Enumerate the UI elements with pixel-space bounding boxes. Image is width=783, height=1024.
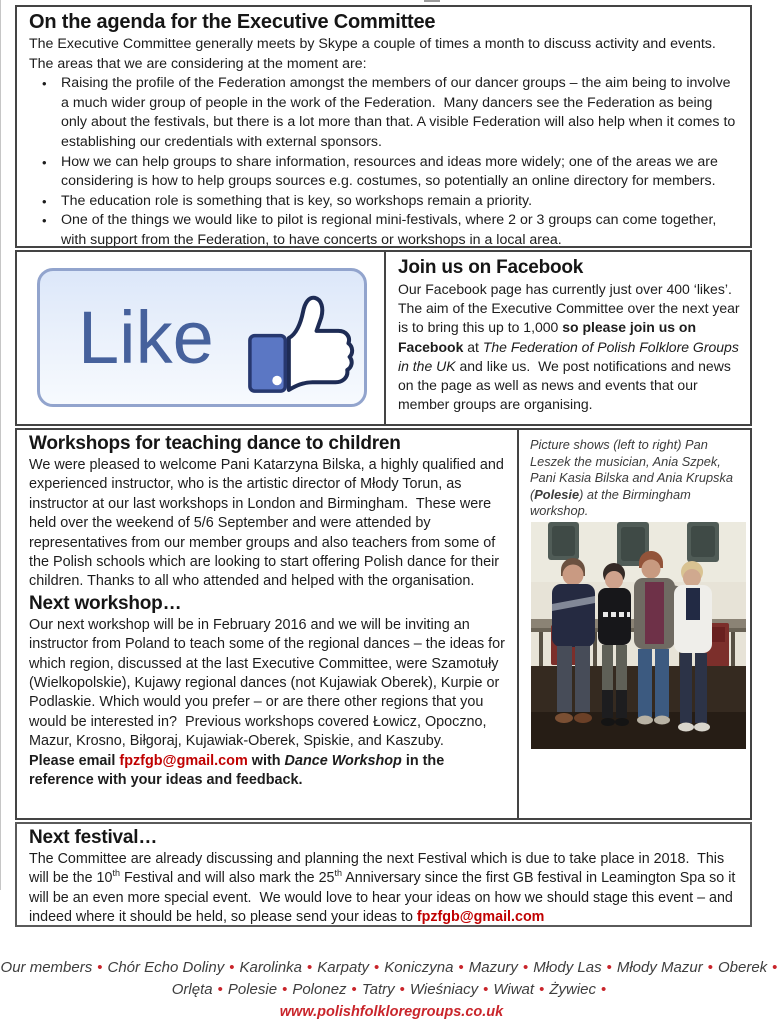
text-run-bold: so please join us on Facebook [398,319,700,355]
text-run: at [463,338,483,355]
member-group-name: Orlęta [171,981,213,998]
footer-members-line2 [0,979,783,1001]
agenda-title: On the agenda for the Executive Committee [29,11,436,33]
member-group-name: Our members [0,959,93,976]
bullet-separator: • [539,981,545,998]
workshops-title: Workshops for teaching dance to children [29,433,401,454]
thumbs-up-icon [244,279,362,397]
member-group-name: Wieśniacy [409,981,479,998]
text-run-italic: Picture shows (left to right) Pan Leszek the musician, Ania Szpek, Pani Kasia Bilska and Ania Krupska ( [530,437,737,502]
dance-workshop-ref: Dance Workshop [284,752,402,769]
workshops-body: We were pleased to welcome Pani Katarzyna Bilska, a highly qualified and experienced instructor, who is the artistic director of Młody Torun, as instructor at our last workshops in London and Birmingham. These were held over the weekend of 5/6 September and were attended by representatives from our member groups and also teachers from some of the Polish schools which are looking to start offering Polish dance for their children. Thanks to all who attended and helped with the organisation. [29,457,508,590]
bullet-separator: • [707,959,713,976]
bullet-separator: • [217,981,223,998]
workshop-photo [531,522,746,749]
text-run: The Committee are already discussing and planning the next Festival which is due to take place in 2018. This will be the 10 [29,851,729,887]
member-group-name: Koniczyna [384,959,454,976]
member-group-name: Mazury [468,959,518,976]
bullet-separator: • [307,959,313,976]
bullet-separator: • [399,981,405,998]
bullet-separator: • [772,959,778,976]
facebook-row [15,250,752,426]
email-link[interactable]: fpzfgb@gmail.com [416,909,545,926]
bullet-separator: • [606,959,612,976]
text-run: Our Facebook page has currently just over 400 ‘likes’. The aim of the Executive Committee over the next year is to bring this up to 1,000 [398,281,744,336]
facebook-like-image [37,268,367,407]
agenda-bullet: • The education role is something that is key, so workshops remain a priority. [59,192,738,212]
footer [0,957,783,1023]
website-link[interactable]: www.polishfolkloregroups.co.uk [279,1004,504,1020]
workshops-cell [17,430,517,818]
text-run-bold: in the reference with your ideas and feedback. [29,752,449,789]
member-group-name: Karpaty [317,959,369,976]
join-facebook-title: Join us on Facebook [398,257,584,278]
text-run-bold: with [247,752,285,769]
agenda-bullet: • How we can help groups to share information, resources and ideas more widely; one of the areas we are considering is how to help groups sources e.g. costumes, so potentially an online directory for members. [59,153,738,192]
scan-edge-line [0,0,1,890]
member-group-name: Młody Las [533,959,602,976]
bullet-separator: • [458,959,464,976]
text-run: Anniversary since the first GB festival in Leamington Spa so it will be an even more special event. We would love to hear your ideas on how we should stage this event – and indeed where it should be held, so please send your ideas to [29,870,740,926]
bullet-separator: • [483,981,489,998]
workshops-row [15,428,752,820]
picture-caption [519,430,750,520]
next-workshop-body: Our next workshop will be in February 2016 and we will be inviting an instructor from Poland to teach some of the regional dances – the ideas for which region, discussed at the last Executive Committee, were Szamotuły (Wielkopolskie), Kujawy regional dances (not Kujawiak Oberek), Kurpie or Podlaskie. Which would you prefer – or are there other regions that you would be interested in? Previous workshops covered Łowicz, Opoczno, Mazur, Krosno, Biłgoraj, Kujawiak-Oberek, Spiskie, and Kaszuby. [29,616,509,750]
festival-section [15,822,752,927]
like-label: Like [78,296,214,379]
text-run: Festival and will also mark the 25 [119,870,335,887]
ordinal-suffix: th [334,868,343,879]
agenda-bullet-list [29,74,738,248]
text-run: and like us. We post notifications and news on the page as well as news and events that our member groups are organising. [398,357,735,413]
email-link[interactable]: fpzfgb@gmail.com [119,752,248,769]
member-group-name: Żywiec [549,981,596,998]
bullet-separator: • [522,959,529,976]
scan-top-tick [424,0,440,2]
member-group-name: Młody Mazur [616,959,703,976]
agenda-intro: The Executive Committee generally meets by Skype a couple of times a month to discuss activity and events. The areas that we are considering at the moment are: [29,36,720,72]
bullet-separator: • [97,959,103,976]
join-facebook-text [398,280,744,414]
member-group-name: Tatry [361,981,395,998]
member-group-name: Oberek [717,959,768,976]
agenda-bullet: • One of the things we would like to pilot is regional mini-festivals, where 2 or 3 groups can come together, with support from the Federation, to have concerts or workshops in a local area. [59,211,738,248]
text-run-italic: ) at the Birmingham workshop. [530,486,695,518]
bullet-separator: • [229,959,235,976]
picture-cell [519,430,750,818]
text-run-bold: Please email [29,752,120,769]
bullet-separator: • [282,981,288,998]
ordinal-suffix: th [112,868,120,879]
bullet-separator: • [374,959,380,976]
facebook-like-image-cell [17,252,384,424]
group-name-polesie: Polesie [534,486,580,502]
next-workshop-title: Next workshop… [29,592,182,614]
member-group-name: Polesie [227,981,278,998]
bullet-separator: • [351,981,357,998]
member-group-name: Polonez [292,981,347,998]
member-group-name: Chór Echo Doliny [107,959,225,976]
facebook-page-name: The Federation of Polish Folklore Groups in the UK [398,338,743,374]
agenda-bullet: • Raising the profile of the Federation amongst the members of our dancer groups – the aim being to involve a much wider group of people in the work of the Federation. Many dancers see the Federation as being only about the festivals, but there is a lot more than that. A visible Federation will also help when it comes to establishing our credentials with external sponsors. [59,74,738,152]
festival-title: Next festival… [29,827,158,848]
member-group-name: Wiwat [493,981,535,998]
footer-members-line1 [0,957,783,979]
festival-body [29,850,738,927]
agenda-section [15,5,752,248]
bullet-separator: • [601,981,607,998]
join-facebook-cell [386,252,750,424]
email-callout [29,752,507,791]
member-group-name: Karolinka [239,959,303,976]
